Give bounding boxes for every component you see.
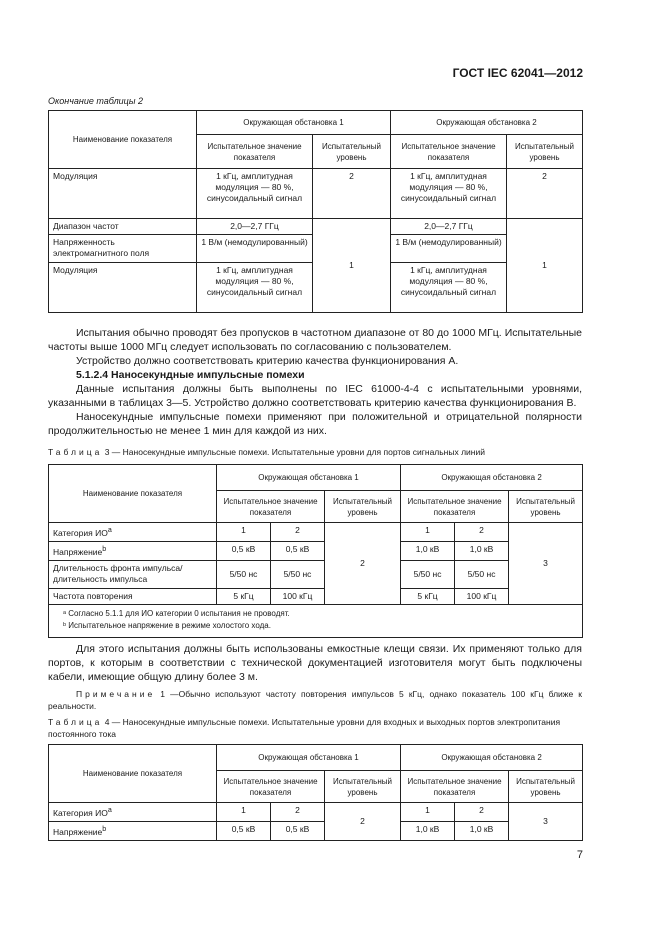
table2-r2-name: Напряженность электромагнитного поля [49,235,197,263]
table4-title: 4 — Наносекундные импульсные помехи. Испытательные уровни для входных и выходных портов электропитания постоянного тока [48,717,561,739]
table4-label: Таблица [48,717,103,727]
table3-r2-b1: 5/50 нс [271,560,325,588]
table2-merged-level1: 1 [313,219,391,313]
standard-header: ГОСТ IEC 62041—2012 [452,66,583,80]
table3-r0-a1: 1 [217,523,271,542]
table4-head-env2: Окружающая обстановка 2 [401,745,583,771]
table3 [48,464,583,638]
table3-head-value2: Испытательное значение показателя [401,491,509,523]
table3-r0-a2: 1 [401,523,455,542]
table4-head-env1: Окружающая обстановка 1 [217,745,401,771]
table3-head-level1: Испытательный уровень [325,491,401,523]
table3-r3-b1: 100 кГц [271,588,325,604]
table3-r3-b2: 100 кГц [455,588,509,604]
table4-r0-b2: 2 [455,803,509,822]
table2-r1-v1: 2,0—2,7 ГГц [197,219,313,235]
table3-r2-a2: 5/50 нс [401,560,455,588]
table4-r0-b1: 2 [271,803,325,822]
table4-head-value2: Испытательное значение показателя [401,771,509,803]
body-text-1 [48,326,582,438]
table2-head-value1: Испытательное значение показателя [197,135,313,169]
table3-r0-b2: 2 [455,523,509,542]
table-row [49,169,583,219]
table3-r2-name: Длительность фронта импульса/длительность импульса [49,560,217,588]
table-row [49,821,583,840]
table3-head-env1: Окружающая обстановка 1 [217,465,401,491]
table3-caption [48,447,588,457]
table3-title: 3 — Наносекундные импульсные помехи. Испытательные уровни для портов сигнальных линий [104,447,485,457]
note-1 [48,688,582,712]
table2-r1-name: Диапазон частот [49,219,197,235]
table4-level1: 2 [325,803,401,841]
table3-note-b: ᵇ Испытательное напряжение в режиме холостого хода. [63,620,271,630]
table4-head-level1: Испытательный уровень [325,771,401,803]
table-row [49,219,583,235]
table3-r1-b1: 0,5 кВ [271,541,325,560]
table2-head-level1: Испытательный уровень [313,135,391,169]
table4-r0-a1: 1 [217,803,271,822]
table2-r0-l2: 2 [507,169,583,219]
table3-r3-name: Частота повторения [49,588,217,604]
table2-r0-name: Модуляция [49,169,197,219]
table3-r2-a1: 5/50 нс [217,560,271,588]
table2-head-value2: Испытательное значение показателя [391,135,507,169]
table2 [48,110,583,313]
table4-head-level2: Испытательный уровень [509,771,583,803]
table3-notes-row [49,604,583,637]
table4-r1-a2: 1,0 кВ [401,821,455,840]
table3-r0-b1: 2 [271,523,325,542]
table2-r0-l1: 2 [313,169,391,219]
table2-r2-v2: 1 В/м (немодулированный) [391,235,507,263]
table2-r2-v1: 1 В/м (немодулированный) [197,235,313,263]
section-heading: 5.1.2.4 Наносекундные импульсные помехи [76,369,305,381]
table2-merged-level2: 1 [507,219,583,313]
table2-r0-v1: 1 кГц, амплитудная модуляция — 80 %, синусоидальный сигнал [197,169,313,219]
table3-head-level2: Испытательный уровень [509,491,583,523]
table3-head-param: Наименование показателя [49,465,217,523]
table3-level1: 2 [325,523,401,605]
table2-caption: Окончание таблицы 2 [48,96,143,106]
table2-r3-v2: 1 кГц, амплитудная модуляция — 80 %, синусоидальный сигнал [391,263,507,313]
table3-head-env2: Окружающая обстановка 2 [401,465,583,491]
table2-r3-v1: 1 кГц, амплитудная модуляция — 80 %, синусоидальный сигнал [197,263,313,313]
table3-note-a: ᵃ Согласно 5.1.1 для ИО категории 0 испытания не проводят. [63,608,290,618]
table4-r1-b2: 1,0 кВ [455,821,509,840]
paragraph: Данные испытания должны быть выполнены по IEC 61000-4-4 с испытательными уровнями, указанными в таблицах 3—5. Устройство должно соответствовать критерию качества функционирования В. [48,383,582,409]
table4-level2: 3 [509,803,583,841]
table4-head-value1: Испытательное значение показателя [217,771,325,803]
table3-label: Таблица [48,447,103,457]
table3-r1-b2: 1,0 кВ [455,541,509,560]
table4-r0-name: Категория $ИО^a$ [49,803,217,822]
paragraph: Для этого испытания должны быть использованы емкостные клещи связи. Их применяют только для портов, к которым в соответствии с технической документацией изготовителя могут быть подключены кабели, имеющие общую длину более 3 м. [48,643,582,683]
table3-r1-name: Напряжение$^b$ [49,541,217,560]
table2-r1-v2: 2,0—2,7 ГГц [391,219,507,235]
table4-r1-name: Напряжение$^b$ [49,821,217,840]
paragraph: Испытания обычно проводят без пропусков в частотном диапазоне от 80 до 1000 МГц. Испытательные частоты выше 1000 МГц следует использовать по согласованию с пользователем. [48,327,582,353]
table2-head-level2: Испытательный уровень [507,135,583,169]
table3-head-value1: Испытательное значение показателя [217,491,325,523]
table-row [49,523,583,542]
table3-r2-b2: 5/50 нс [455,560,509,588]
paragraph: Наносекундные импульсные помехи применяют при положительной и отрицательной полярности продолжительностью не менее 1 мин для каждой из них. [48,411,582,437]
table3-r3-a1: 5 кГц [217,588,271,604]
body-text-2 [48,642,582,684]
table3-level2: 3 [509,523,583,605]
table2-head-env1: Окружающая обстановка 1 [197,111,391,135]
table-row [49,541,583,560]
table4-head-param: Наименование показателя [49,745,217,803]
table4-r1-a1: 0,5 кВ [217,821,271,840]
table3-r0-name: Категория $ИО^a$ [49,523,217,542]
table2-r3-name: Модуляция [49,263,197,313]
paragraph: Устройство должно соответствовать критерию качества функционирования А. [76,355,459,367]
table2-head-env2: Окружающая обстановка 2 [391,111,583,135]
table-row [49,560,583,588]
note-label: Примечание [76,689,156,699]
table4 [48,744,583,841]
table-row [49,588,583,604]
page-number: 7 [576,849,583,861]
table4-caption [48,716,582,740]
note-text: 1 —Обычно используют частоту повторения импульсов 5 кГц, однако показатель 100 кГц ближе к реальности. [48,689,582,711]
table-row [49,803,583,822]
table2-r0-v2: 1 кГц, амплитудная модуляция — 80 %, синусоидальный сигнал [391,169,507,219]
table3-r1-a1: 0,5 кВ [217,541,271,560]
table3-r1-a2: 1,0 кВ [401,541,455,560]
table3-r3-a2: 5 кГц [401,588,455,604]
table4-r1-b1: 0,5 кВ [271,821,325,840]
table4-r0-a2: 1 [401,803,455,822]
table2-head-param: Наименование показателя [49,111,197,169]
